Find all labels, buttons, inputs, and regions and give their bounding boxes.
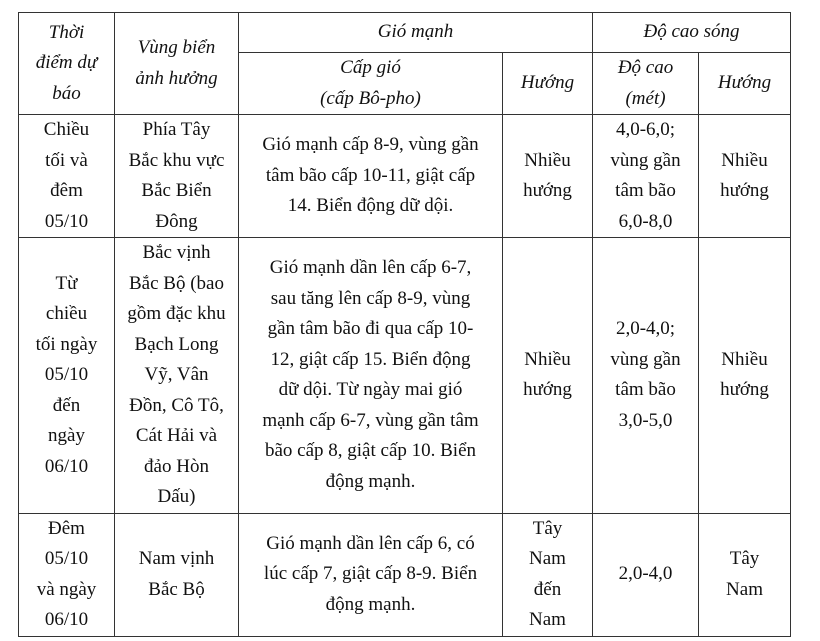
- cell-wave-height: [593, 238, 699, 514]
- header-wave-direction-text: Hướng: [717, 72, 772, 94]
- cell-wind-direction: [503, 513, 593, 636]
- cell-time: [19, 238, 115, 514]
- cell-wind-direction: [503, 115, 593, 238]
- cell-time: [19, 115, 115, 238]
- header-wind-level-text: Cấp gió (cấp Bô-pho): [320, 57, 421, 109]
- cell-wind: [239, 115, 503, 238]
- cell-wave-direction: [699, 238, 791, 514]
- cell-time-text: Chiều tối và đêm 05/10: [43, 119, 90, 232]
- cell-wave-direction: [699, 115, 791, 238]
- table-row: [19, 115, 791, 238]
- cell-area: [115, 115, 239, 238]
- cell-wind-direction: [503, 238, 593, 514]
- cell-wind-direction-text: Nhiều hướng: [523, 149, 572, 201]
- cell-time-text: Đêm 05/10 và ngày 06/10: [36, 517, 97, 630]
- header-wind-direction-text: Hướng: [520, 72, 575, 94]
- cell-area: [115, 238, 239, 514]
- cell-wave-height-text: 2,0-4,0: [618, 563, 673, 585]
- cell-area-text: Phía Tây Bắc khu vực Bắc Biển Đông: [128, 119, 225, 232]
- cell-area-text: Bắc vịnh Bắc Bộ (bao gồm đặc khu Bạch Long Vỹ, Vân Đồn, Cô Tô, Cát Hải và đảo Hòn Dấu): [127, 242, 226, 507]
- cell-wave-height: [593, 513, 699, 636]
- cell-wave-direction-text: Nhiều hướng: [720, 348, 769, 401]
- cell-wind-text: Gió mạnh cấp 8-9, vùng gần tâm bão cấp 10-11, giật cấp 14. Biển động dữ dội.: [262, 134, 479, 217]
- cell-wave-direction: [699, 513, 791, 636]
- cell-wind: [239, 238, 503, 514]
- header-wave-height-text: Độ cao (mét): [617, 57, 674, 109]
- cell-time: [19, 513, 115, 636]
- header-wind-direction: [503, 53, 593, 115]
- cell-wave-direction-text: Tây Nam: [726, 548, 763, 600]
- cell-wind-direction-text: Nhiều hướng: [523, 348, 572, 401]
- cell-wind-text: Gió mạnh dần lên cấp 6-7, sau tăng lên cấp 8-9, vùng gần tâm bão đi qua cấp 10- 12, giật cấp 15. Biển động dữ dội. Từ ngày mai gió mạnh cấp 6-7, vùng gần tâm bão cấp 8, giật cấp 10. Biển động mạnh.: [262, 257, 479, 492]
- header-strong-wind: [239, 13, 593, 53]
- cell-wave-height-text: 4,0-6,0; vùng gần tâm bão 6,0-8,0: [610, 119, 681, 232]
- header-time: [19, 13, 115, 115]
- header-wave-height-group-text: Độ cao sóng: [643, 21, 740, 43]
- header-time-text: Thời điểm dự báo: [35, 21, 98, 104]
- cell-area: [115, 513, 239, 636]
- table-row: [19, 513, 791, 636]
- cell-wave-height-text: 2,0-4,0; vùng gần tâm bão 3,0-5,0: [610, 318, 681, 431]
- cell-area-text: Nam vịnh Bắc Bộ: [138, 548, 215, 600]
- header-area: [115, 13, 239, 115]
- cell-time-text: Từ chiều tối ngày 05/10 đến ngày 06/10: [35, 272, 98, 477]
- header-wave-height: [593, 53, 699, 115]
- header-area-text: Vùng biển ảnh hưởng: [135, 37, 218, 89]
- cell-wind: [239, 513, 503, 636]
- cell-wind-text: Gió mạnh dần lên cấp 6, có lúc cấp 7, giật cấp 8-9. Biển động mạnh.: [263, 532, 478, 615]
- header-wave-direction: [699, 53, 791, 115]
- weather-forecast-table: [18, 12, 791, 637]
- table-row: [19, 238, 791, 514]
- cell-wave-height: [593, 115, 699, 238]
- header-strong-wind-text: Gió mạnh: [377, 21, 454, 43]
- header-row-group: [19, 13, 791, 53]
- cell-wave-direction-text: Nhiều hướng: [720, 149, 769, 201]
- cell-wind-direction-text: Tây Nam đến Nam: [529, 517, 566, 630]
- header-wave-height-group: [593, 13, 791, 53]
- header-wind-level: [239, 53, 503, 115]
